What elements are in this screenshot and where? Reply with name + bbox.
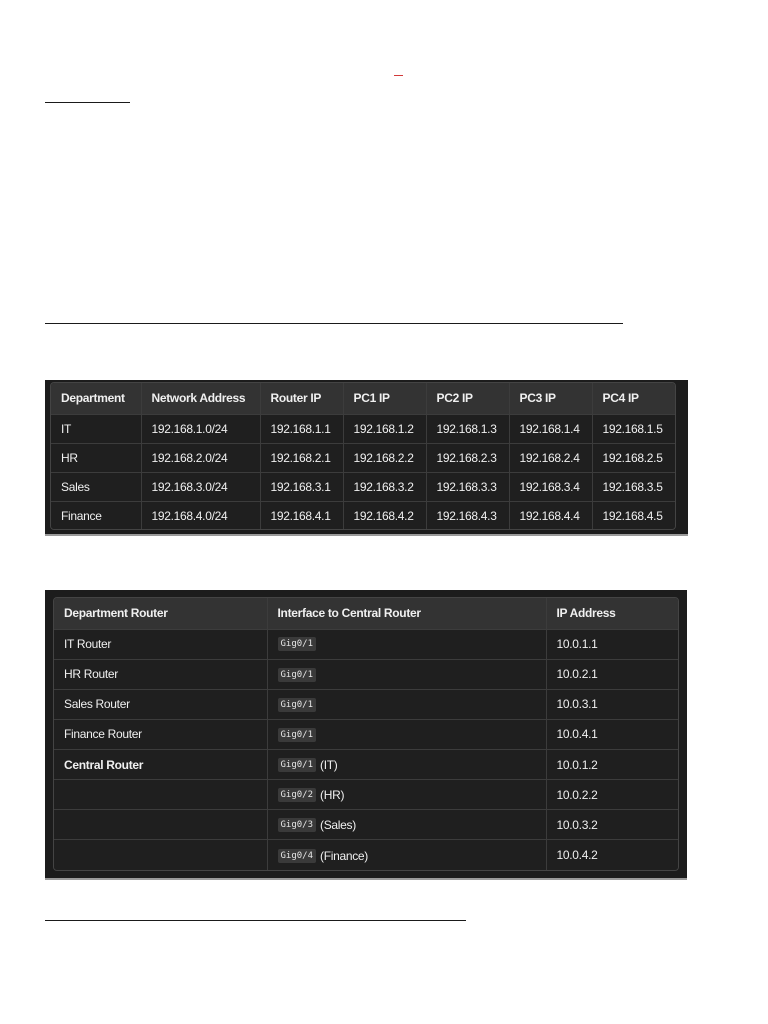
table-row (51, 414, 675, 443)
table-cell: 192.168.3.2 (343, 472, 426, 501)
interface-cell (267, 810, 546, 840)
table-cell: 192.168.4.4 (509, 501, 592, 530)
table-row (54, 659, 678, 689)
interface-note: (Finance) (320, 848, 368, 863)
interface-cell (267, 780, 546, 810)
table-cell: 192.168.2.2 (343, 443, 426, 472)
table-cell: HR (51, 443, 141, 472)
table-row (54, 810, 678, 840)
interface-code: Gig0/1 (278, 758, 317, 772)
router-interface-table (54, 598, 678, 870)
table-cell: 192.168.3.3 (426, 472, 509, 501)
interface-cell (267, 629, 546, 659)
table-row (54, 629, 678, 659)
table-cell: 192.168.3.5 (592, 472, 675, 501)
table-header-row (54, 598, 678, 629)
table-cell: 192.168.2.3 (426, 443, 509, 472)
table-cell: 192.168.4.3 (426, 501, 509, 530)
table-cell: 192.168.3.4 (509, 472, 592, 501)
interface-note: (HR) (320, 788, 345, 803)
department-table-frame (45, 380, 688, 536)
interface-code: Gig0/4 (278, 849, 317, 863)
heading-underline-3 (45, 920, 466, 921)
table-cell: 192.168.1.3 (426, 414, 509, 443)
table-cell: 192.168.1.5 (592, 414, 675, 443)
interface-cell (267, 840, 546, 870)
router-name-cell (54, 780, 267, 810)
ip-address-cell: 10.0.4.1 (546, 719, 678, 749)
interface-note: (IT) (320, 757, 338, 772)
table-cell: IT (51, 414, 141, 443)
ip-address-cell: 10.0.2.1 (546, 659, 678, 689)
table-cell: 192.168.1.1 (260, 414, 343, 443)
department-ip-table (51, 383, 675, 530)
table-cell: 192.168.2.1 (260, 443, 343, 472)
table-cell: Sales (51, 472, 141, 501)
router-name-cell: HR Router (54, 659, 267, 689)
red-cursor-mark (394, 75, 403, 76)
table-cell: 192.168.3.1 (260, 472, 343, 501)
column-header: PC2 IP (426, 383, 509, 414)
column-header: PC3 IP (509, 383, 592, 414)
interface-code: Gig0/1 (278, 698, 317, 712)
column-header: Network Address (141, 383, 260, 414)
column-header: PC1 IP (343, 383, 426, 414)
table-cell: 192.168.2.5 (592, 443, 675, 472)
table-row (54, 840, 678, 870)
table-cell: 192.168.1.0/24 (141, 414, 260, 443)
table-cell: 192.168.4.1 (260, 501, 343, 530)
interface-code: Gig0/1 (278, 668, 317, 682)
ip-address-cell: 10.0.1.1 (546, 629, 678, 659)
interface-cell (267, 659, 546, 689)
ip-address-cell: 10.0.4.2 (546, 840, 678, 870)
heading-underline-1 (45, 102, 130, 103)
interface-code: Gig0/1 (278, 637, 317, 651)
table-cell: 192.168.3.0/24 (141, 472, 260, 501)
ip-address-cell: 10.0.2.2 (546, 780, 678, 810)
table-row (54, 750, 678, 780)
column-header: Department Router (54, 598, 267, 629)
interface-note: (Sales) (320, 818, 356, 833)
router-name-cell: Central Router (54, 750, 267, 780)
column-header: Interface to Central Router (267, 598, 546, 629)
table-row (54, 719, 678, 749)
table-row (51, 443, 675, 472)
interface-code: Gig0/1 (278, 728, 317, 742)
department-table-container (50, 382, 676, 530)
interface-code: Gig0/3 (278, 818, 317, 832)
column-header: Router IP (260, 383, 343, 414)
column-header: Department (51, 383, 141, 414)
table-cell: 192.168.1.4 (509, 414, 592, 443)
ip-address-cell: 10.0.3.1 (546, 689, 678, 719)
router-name-cell: IT Router (54, 629, 267, 659)
router-name-cell (54, 840, 267, 870)
interface-cell (267, 689, 546, 719)
table-cell: 192.168.4.0/24 (141, 501, 260, 530)
table-cell: 192.168.2.4 (509, 443, 592, 472)
ip-address-cell: 10.0.3.2 (546, 810, 678, 840)
interface-code: Gig0/2 (278, 788, 317, 802)
table-row (51, 472, 675, 501)
router-table-frame (45, 590, 687, 880)
table-cell: 192.168.4.2 (343, 501, 426, 530)
table-row (51, 501, 675, 530)
column-header: IP Address (546, 598, 678, 629)
table-header-row (51, 383, 675, 414)
table-row (54, 780, 678, 810)
table-cell: 192.168.1.2 (343, 414, 426, 443)
table-cell: 192.168.4.5 (592, 501, 675, 530)
interface-cell (267, 750, 546, 780)
router-name-cell: Sales Router (54, 689, 267, 719)
table-cell: Finance (51, 501, 141, 530)
interface-cell (267, 719, 546, 749)
table-row (54, 689, 678, 719)
router-table-container (53, 597, 679, 871)
column-header: PC4 IP (592, 383, 675, 414)
ip-address-cell: 10.0.1.2 (546, 750, 678, 780)
router-name-cell (54, 810, 267, 840)
heading-underline-2 (45, 323, 623, 324)
router-name-cell: Finance Router (54, 719, 267, 749)
table-cell: 192.168.2.0/24 (141, 443, 260, 472)
